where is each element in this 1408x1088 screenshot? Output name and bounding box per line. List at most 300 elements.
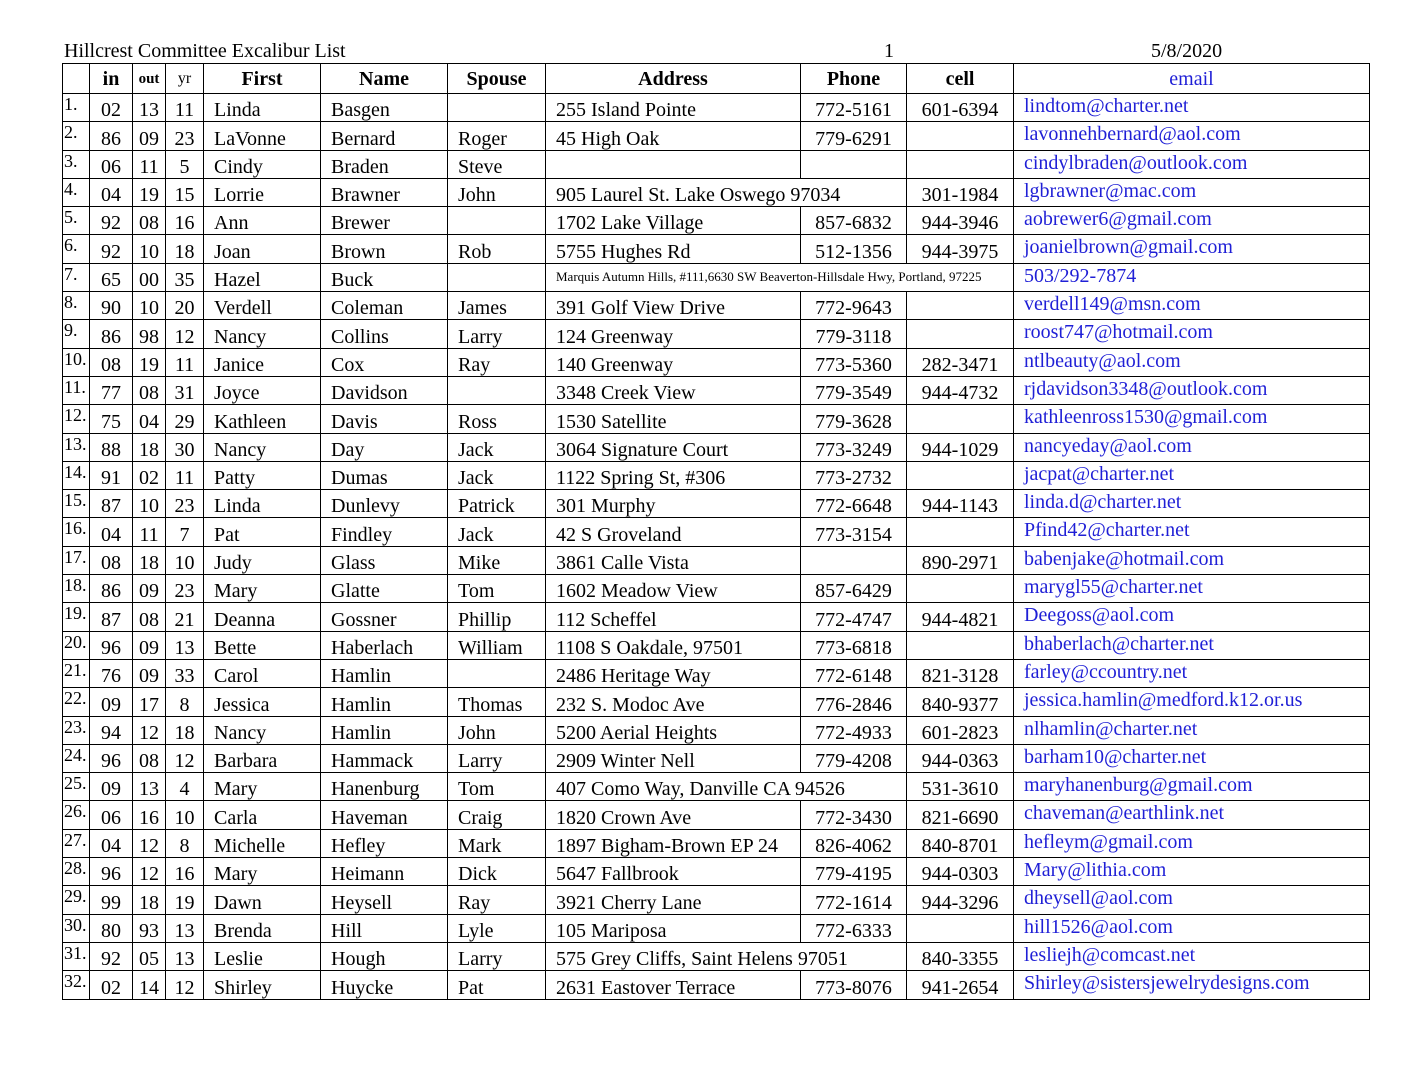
cell-email[interactable]: hill1526@aol.com — [1014, 914, 1370, 942]
cell-phone: 773-6818 — [801, 631, 907, 659]
table-row — [63, 235, 1370, 263]
cell-in: 96 — [90, 858, 133, 886]
table-row — [63, 263, 1370, 291]
table-row — [63, 433, 1370, 461]
cell-out: 09 — [133, 631, 166, 659]
cell-in: 92 — [90, 235, 133, 263]
cell-spouse: Ray — [448, 886, 546, 914]
table-row — [63, 490, 1370, 518]
cell-out: 00 — [133, 263, 166, 291]
cell-email[interactable]: Deegoss@aol.com — [1014, 603, 1370, 631]
cell-first: Judy — [204, 546, 321, 574]
cell-address: 45 High Oak — [546, 122, 801, 150]
cell-first: Mary — [204, 575, 321, 603]
cell-cell: 601-6394 — [907, 94, 1014, 122]
cell-yr: 13 — [166, 942, 204, 970]
cell-spouse — [448, 376, 546, 404]
cell-address: 1602 Meadow View — [546, 575, 801, 603]
cell-address: 3921 Cherry Lane — [546, 886, 801, 914]
cell-cell — [907, 150, 1014, 178]
cell-index: 2. — [63, 122, 90, 150]
cell-name: Hamlin — [321, 659, 448, 687]
cell-yr: 35 — [166, 263, 204, 291]
cell-address: 140 Greenway — [546, 348, 801, 376]
cell-phone: 772-4933 — [801, 716, 907, 744]
cell-in: 04 — [90, 178, 133, 206]
cell-first: Shirley — [204, 971, 321, 999]
cell-name: Brawner — [321, 178, 448, 206]
cell-out: 13 — [133, 94, 166, 122]
cell-cell: 944-0303 — [907, 858, 1014, 886]
cell-index: 18. — [63, 575, 90, 603]
cell-index: 31. — [63, 942, 90, 970]
cell-email[interactable]: kathleenross1530@gmail.com — [1014, 405, 1370, 433]
cell-name: Davis — [321, 405, 448, 433]
table-row — [63, 801, 1370, 829]
cell-address: 1702 Lake Village — [546, 207, 801, 235]
cell-address: 42 S Groveland — [546, 518, 801, 546]
cell-first: LaVonne — [204, 122, 321, 150]
table-row — [63, 603, 1370, 631]
cell-cell: 890-2971 — [907, 546, 1014, 574]
cell-first: Kathleen — [204, 405, 321, 433]
cell-email[interactable]: lavonnehbernard@aol.com — [1014, 122, 1370, 150]
cell-spouse: Jack — [448, 433, 546, 461]
cell-out: 12 — [133, 858, 166, 886]
cell-name: Hamlin — [321, 688, 448, 716]
cell-in: 04 — [90, 518, 133, 546]
cell-spouse: John — [448, 178, 546, 206]
cell-email[interactable]: babenjake@hotmail.com — [1014, 546, 1370, 574]
cell-cell: 840-8701 — [907, 829, 1014, 857]
cell-in: 86 — [90, 320, 133, 348]
cell-yr: 29 — [166, 405, 204, 433]
cell-spouse — [448, 263, 546, 291]
cell-name: Heimann — [321, 858, 448, 886]
cell-index: 9. — [63, 320, 90, 348]
cell-cell — [907, 405, 1014, 433]
cell-index: 6. — [63, 235, 90, 263]
cell-yr: 12 — [166, 971, 204, 999]
cell-phone: 773-3154 — [801, 518, 907, 546]
cell-phone: 779-4208 — [801, 744, 907, 772]
cell-cell: 840-9377 — [907, 688, 1014, 716]
cell-spouse: Larry — [448, 744, 546, 772]
cell-out: 08 — [133, 603, 166, 631]
table-header-row — [63, 64, 1370, 94]
cell-index: 29. — [63, 886, 90, 914]
cell-out: 18 — [133, 546, 166, 574]
cell-first: Leslie — [204, 942, 321, 970]
cell-out: 09 — [133, 575, 166, 603]
document-title: Hillcrest Committee Excalibur List — [64, 40, 346, 62]
cell-email[interactable]: 503/292-7874 — [1014, 263, 1370, 291]
cell-out: 10 — [133, 235, 166, 263]
col-header-first: First — [204, 64, 321, 94]
cell-name: Hammack — [321, 744, 448, 772]
cell-phone: 773-8076 — [801, 971, 907, 999]
cell-email[interactable]: maryhanenburg@gmail.com — [1014, 773, 1370, 801]
cell-spouse: Ross — [448, 405, 546, 433]
cell-address: 105 Mariposa — [546, 914, 801, 942]
cell-out: 10 — [133, 490, 166, 518]
cell-out: 09 — [133, 659, 166, 687]
cell-index: 19. — [63, 603, 90, 631]
cell-spouse: Ray — [448, 348, 546, 376]
cell-name: Dunlevy — [321, 490, 448, 518]
cell-yr: 7 — [166, 518, 204, 546]
cell-yr: 31 — [166, 376, 204, 404]
table-row — [63, 858, 1370, 886]
cell-cell: 944-4732 — [907, 376, 1014, 404]
table-row — [63, 122, 1370, 150]
cell-email[interactable]: rjdavidson3348@outlook.com — [1014, 376, 1370, 404]
cell-out: 10 — [133, 292, 166, 320]
cell-email[interactable]: dheysell@aol.com — [1014, 886, 1370, 914]
cell-yr: 30 — [166, 433, 204, 461]
cell-phone: 772-9643 — [801, 292, 907, 320]
cell-cell — [907, 575, 1014, 603]
cell-email[interactable]: Shirley@sistersjewelrydesigns.com — [1014, 971, 1370, 999]
cell-name: Brewer — [321, 207, 448, 235]
cell-in: 09 — [90, 773, 133, 801]
cell-first: Linda — [204, 490, 321, 518]
cell-in: 96 — [90, 631, 133, 659]
cell-out: 13 — [133, 773, 166, 801]
cell-index: 10. — [63, 348, 90, 376]
table-row — [63, 546, 1370, 574]
cell-email[interactable]: joanielbrown@gmail.com — [1014, 235, 1370, 263]
cell-phone: 779-4195 — [801, 858, 907, 886]
cell-phone — [801, 150, 907, 178]
cell-first: Verdell — [204, 292, 321, 320]
cell-email[interactable]: farley@ccountry.net — [1014, 659, 1370, 687]
table-row — [63, 886, 1370, 914]
cell-email[interactable]: lgbrawner@mac.com — [1014, 178, 1370, 206]
cell-email[interactable]: bhaberlach@charter.net — [1014, 631, 1370, 659]
cell-address: 905 Laurel St. Lake Oswego 97034 — [546, 178, 907, 206]
col-header-phone: Phone — [801, 64, 907, 94]
cell-email[interactable]: Pfind42@charter.net — [1014, 518, 1370, 546]
cell-name: Dumas — [321, 461, 448, 489]
cell-first: Dawn — [204, 886, 321, 914]
cell-cell — [907, 292, 1014, 320]
cell-phone: 779-3628 — [801, 405, 907, 433]
cell-spouse: Tom — [448, 575, 546, 603]
cell-yr: 10 — [166, 546, 204, 574]
cell-yr: 13 — [166, 914, 204, 942]
cell-out: 18 — [133, 433, 166, 461]
cell-yr: 11 — [166, 348, 204, 376]
cell-spouse: Thomas — [448, 688, 546, 716]
document-date: 5/8/2020 — [1151, 40, 1223, 62]
cell-address: 5755 Hughes Rd — [546, 235, 801, 263]
cell-phone: 857-6429 — [801, 575, 907, 603]
cell-out: 08 — [133, 207, 166, 235]
cell-yr: 23 — [166, 575, 204, 603]
cell-address: 1820 Crown Ave — [546, 801, 801, 829]
cell-in: 91 — [90, 461, 133, 489]
cell-email[interactable]: linda.d@charter.net — [1014, 490, 1370, 518]
cell-index: 12. — [63, 405, 90, 433]
cell-name: Haberlach — [321, 631, 448, 659]
cell-address: 255 Island Pointe — [546, 94, 801, 122]
cell-first: Joan — [204, 235, 321, 263]
col-header-out: out — [133, 64, 166, 94]
cell-email[interactable]: marygl55@charter.net — [1014, 575, 1370, 603]
cell-email[interactable]: roost747@hotmail.com — [1014, 320, 1370, 348]
cell-name: Buck — [321, 263, 448, 291]
cell-cell: 821-6690 — [907, 801, 1014, 829]
cell-name: Glatte — [321, 575, 448, 603]
cell-cell: 601-2823 — [907, 716, 1014, 744]
cell-index: 22. — [63, 688, 90, 716]
cell-out: 14 — [133, 971, 166, 999]
cell-index: 28. — [63, 858, 90, 886]
cell-email[interactable]: verdell149@msn.com — [1014, 292, 1370, 320]
cell-email[interactable]: barham10@charter.net — [1014, 744, 1370, 772]
cell-spouse: Lyle — [448, 914, 546, 942]
cell-address: 232 S. Modoc Ave — [546, 688, 801, 716]
cell-in: 08 — [90, 348, 133, 376]
cell-spouse: Jack — [448, 461, 546, 489]
cell-name: Hanenburg — [321, 773, 448, 801]
cell-out: 19 — [133, 178, 166, 206]
cell-yr: 5 — [166, 150, 204, 178]
table-row — [63, 575, 1370, 603]
table-row — [63, 631, 1370, 659]
table-row — [63, 829, 1370, 857]
cell-cell: 944-1029 — [907, 433, 1014, 461]
cell-index: 20. — [63, 631, 90, 659]
cell-spouse — [448, 659, 546, 687]
cell-index: 24. — [63, 744, 90, 772]
cell-first: Michelle — [204, 829, 321, 857]
table-row — [63, 292, 1370, 320]
cell-email[interactable]: jessica.hamlin@medford.k12.or.us — [1014, 688, 1370, 716]
cell-cell — [907, 518, 1014, 546]
cell-phone — [801, 546, 907, 574]
table-row — [63, 914, 1370, 942]
cell-name: Glass — [321, 546, 448, 574]
cell-cell: 840-3355 — [907, 942, 1014, 970]
cell-name: Day — [321, 433, 448, 461]
cell-spouse — [448, 94, 546, 122]
cell-first: Hazel — [204, 263, 321, 291]
cell-name: Hefley — [321, 829, 448, 857]
cell-yr: 11 — [166, 94, 204, 122]
cell-index: 11. — [63, 376, 90, 404]
cell-spouse: Larry — [448, 942, 546, 970]
cell-index: 8. — [63, 292, 90, 320]
cell-cell: 941-2654 — [907, 971, 1014, 999]
cell-yr: 12 — [166, 320, 204, 348]
cell-in: 86 — [90, 122, 133, 150]
cell-yr: 19 — [166, 886, 204, 914]
cell-index: 21. — [63, 659, 90, 687]
cell-first: Nancy — [204, 716, 321, 744]
cell-name: Hamlin — [321, 716, 448, 744]
cell-out: 08 — [133, 376, 166, 404]
cell-cell — [907, 122, 1014, 150]
cell-email[interactable]: hefleym@gmail.com — [1014, 829, 1370, 857]
cell-yr: 23 — [166, 490, 204, 518]
cell-address: 1530 Satellite — [546, 405, 801, 433]
cell-index: 30. — [63, 914, 90, 942]
cell-first: Pat — [204, 518, 321, 546]
cell-name: Basgen — [321, 94, 448, 122]
col-header-cell: cell — [907, 64, 1014, 94]
cell-first: Mary — [204, 858, 321, 886]
cell-out: 11 — [133, 150, 166, 178]
cell-out: 08 — [133, 744, 166, 772]
cell-phone: 826-4062 — [801, 829, 907, 857]
cell-spouse: Roger — [448, 122, 546, 150]
cell-cell: 944-0363 — [907, 744, 1014, 772]
cell-index: 23. — [63, 716, 90, 744]
cell-name: Haveman — [321, 801, 448, 829]
cell-email[interactable]: aobrewer6@gmail.com — [1014, 207, 1370, 235]
cell-address: 3064 Signature Court — [546, 433, 801, 461]
table-row — [63, 376, 1370, 404]
cell-index: 17. — [63, 546, 90, 574]
cell-yr: 13 — [166, 631, 204, 659]
col-header-in: in — [90, 64, 133, 94]
cell-index: 7. — [63, 263, 90, 291]
table-row — [63, 716, 1370, 744]
cell-name: Cox — [321, 348, 448, 376]
cell-yr: 8 — [166, 688, 204, 716]
cell-out: 04 — [133, 405, 166, 433]
cell-index: 1. — [63, 94, 90, 122]
cell-address: 3861 Calle Vista — [546, 546, 801, 574]
table-row — [63, 773, 1370, 801]
cell-email[interactable]: ntlbeauty@aol.com — [1014, 348, 1370, 376]
cell-phone: 772-6648 — [801, 490, 907, 518]
table-row — [63, 178, 1370, 206]
cell-spouse: Phillip — [448, 603, 546, 631]
cell-in: 02 — [90, 971, 133, 999]
cell-address: 1108 S Oakdale, 97501 — [546, 631, 801, 659]
cell-first: Nancy — [204, 320, 321, 348]
cell-spouse: Dick — [448, 858, 546, 886]
cell-phone: 779-6291 — [801, 122, 907, 150]
cell-yr: 33 — [166, 659, 204, 687]
cell-spouse: Jack — [448, 518, 546, 546]
cell-email[interactable]: nancyeday@aol.com — [1014, 433, 1370, 461]
cell-index: 26. — [63, 801, 90, 829]
cell-name: Hough — [321, 942, 448, 970]
cell-in: 06 — [90, 150, 133, 178]
cell-email[interactable]: chaveman@earthlink.net — [1014, 801, 1370, 829]
cell-index: 32. — [63, 971, 90, 999]
cell-address: 2909 Winter Nell — [546, 744, 801, 772]
cell-in: 75 — [90, 405, 133, 433]
cell-cell: 944-1143 — [907, 490, 1014, 518]
cell-phone: 512-1356 — [801, 235, 907, 263]
cell-yr: 12 — [166, 744, 204, 772]
cell-out: 05 — [133, 942, 166, 970]
cell-cell: 944-3946 — [907, 207, 1014, 235]
cell-yr: 18 — [166, 716, 204, 744]
cell-yr: 23 — [166, 122, 204, 150]
cell-index: 3. — [63, 150, 90, 178]
cell-address — [546, 150, 801, 178]
cell-first: Carol — [204, 659, 321, 687]
cell-name: Heysell — [321, 886, 448, 914]
table-row — [63, 150, 1370, 178]
cell-first: Barbara — [204, 744, 321, 772]
cell-phone: 772-5161 — [801, 94, 907, 122]
cell-in: 80 — [90, 914, 133, 942]
cell-name: Braden — [321, 150, 448, 178]
cell-spouse: Patrick — [448, 490, 546, 518]
table-row — [63, 971, 1370, 999]
cell-cell — [907, 320, 1014, 348]
cell-email[interactable]: jacpat@charter.net — [1014, 461, 1370, 489]
cell-cell — [907, 914, 1014, 942]
cell-email[interactable]: lesliejh@comcast.net — [1014, 942, 1370, 970]
cell-spouse: Steve — [448, 150, 546, 178]
table-row — [63, 688, 1370, 716]
cell-in: 92 — [90, 942, 133, 970]
cell-name: Davidson — [321, 376, 448, 404]
cell-in: 94 — [90, 716, 133, 744]
cell-in: 02 — [90, 94, 133, 122]
cell-name: Brown — [321, 235, 448, 263]
cell-in: 65 — [90, 263, 133, 291]
cell-name: Bernard — [321, 122, 448, 150]
cell-email[interactable]: cindylbraden@outlook.com — [1014, 150, 1370, 178]
cell-address: 301 Murphy — [546, 490, 801, 518]
table-row — [63, 659, 1370, 687]
committee-table — [62, 63, 1370, 1000]
cell-out: 09 — [133, 122, 166, 150]
cell-phone: 773-5360 — [801, 348, 907, 376]
cell-in: 87 — [90, 603, 133, 631]
cell-address: Marquis Autumn Hills, #111,6630 SW Beaverton-Hillsdale Hwy, Portland, 97225 — [546, 263, 1014, 291]
cell-in: 88 — [90, 433, 133, 461]
cell-out: 12 — [133, 829, 166, 857]
cell-email[interactable]: lindtom@charter.net — [1014, 94, 1370, 122]
cell-address: 124 Greenway — [546, 320, 801, 348]
cell-cell: 301-1984 — [907, 178, 1014, 206]
cell-in: 04 — [90, 829, 133, 857]
cell-index: 16. — [63, 518, 90, 546]
cell-index: 27. — [63, 829, 90, 857]
cell-spouse: John — [448, 716, 546, 744]
cell-first: Linda — [204, 94, 321, 122]
cell-in: 77 — [90, 376, 133, 404]
cell-out: 11 — [133, 518, 166, 546]
cell-email[interactable]: nlhamlin@charter.net — [1014, 716, 1370, 744]
cell-phone: 773-2732 — [801, 461, 907, 489]
cell-out: 18 — [133, 886, 166, 914]
cell-spouse: William — [448, 631, 546, 659]
col-header-index — [63, 64, 90, 94]
cell-address: 1122 Spring St, #306 — [546, 461, 801, 489]
cell-address: 5200 Aerial Heights — [546, 716, 801, 744]
cell-first: Joyce — [204, 376, 321, 404]
cell-in: 08 — [90, 546, 133, 574]
cell-email[interactable]: Mary@lithia.com — [1014, 858, 1370, 886]
cell-address: 391 Golf View Drive — [546, 292, 801, 320]
cell-in: 06 — [90, 801, 133, 829]
cell-yr: 8 — [166, 829, 204, 857]
col-header-address: Address — [546, 64, 801, 94]
cell-address: 2486 Heritage Way — [546, 659, 801, 687]
table-row — [63, 207, 1370, 235]
